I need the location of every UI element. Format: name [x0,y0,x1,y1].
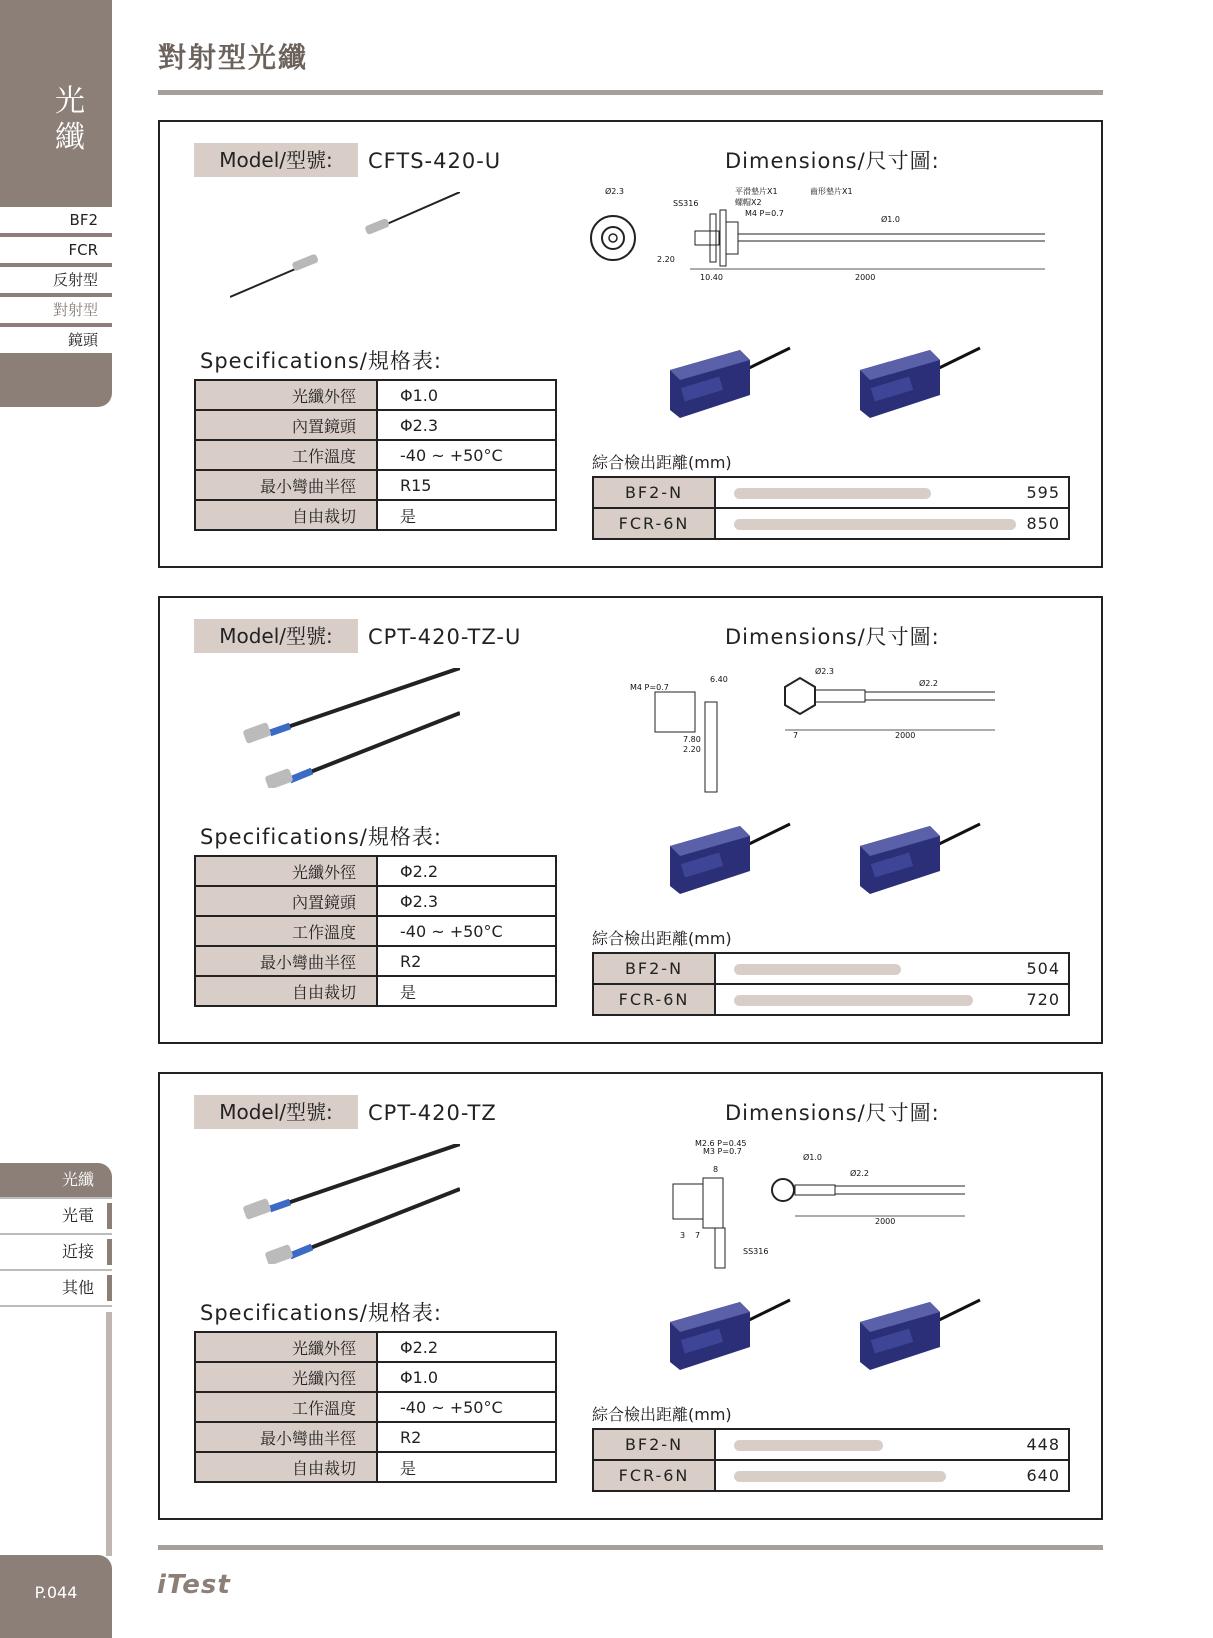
specifications-title: Specifications/規格表: [200,349,442,373]
spec-value: -40 ~ +50°C [377,916,556,946]
detection-bar [734,964,901,975]
spec-key: 工作溫度 [195,916,377,946]
spec-value: Φ2.2 [377,1332,556,1362]
detection-row [593,1460,1069,1491]
dimension-label: Ø2.2 [919,679,939,688]
page-title: 對射型光纖 [158,41,309,74]
spec-value: -40 ~ +50°C [377,1392,556,1422]
product-photo [230,192,460,312]
dimension-label: Ø2.2 [850,1169,870,1178]
detection-title: 綜合檢出距離(mm) [592,453,732,472]
amplifier-image [660,816,800,906]
spec-value: Φ2.2 [377,856,556,886]
spec-row [195,856,556,886]
spec-value: R15 [377,470,556,500]
spec-key: 自由裁切 [195,1452,377,1482]
amplifier-image [660,1292,800,1382]
dimension-label: Ø2.3 [605,187,625,196]
dimension-label: SS316 [743,1247,769,1256]
spec-row [195,976,556,1006]
dimension-label: SS316 [673,199,699,208]
dimension-label: 2000 [875,1217,896,1226]
spec-row [195,500,556,530]
detection-value: 448 [1026,1435,1060,1454]
sidebar-item-lens[interactable]: 鏡頭 [0,327,112,357]
detection-row [593,477,1069,508]
brand-logo: iTest [157,1570,231,1600]
model-label: Model/型號: [194,619,358,653]
dimension-label: Ø1.0 [803,1153,823,1162]
product-card [158,596,1103,1044]
sidebar-item-bf2[interactable]: BF2 [0,207,112,237]
sidebar-item-through-beam[interactable]: 對射型 [0,297,112,327]
header-rule [158,90,1103,95]
footer-rule [158,1545,1103,1550]
detection-row [593,953,1069,984]
dimension-label: 10.40 [700,273,723,282]
dimension-label: 8 [713,1165,719,1174]
spec-table [194,855,557,1007]
detection-bar [734,488,931,499]
amplifier-model: FCR-6N [593,508,715,539]
model-number: CPT-420-TZ-U [368,625,522,649]
detection-value: 850 [1026,514,1060,533]
dimensions-title: Dimensions/尺寸圖: [725,625,940,649]
spec-value: R2 [377,1422,556,1452]
dimension-label: 7.80 [683,735,701,744]
detection-title: 綜合檢出距離(mm) [592,929,732,948]
spec-row [195,1392,556,1422]
dimension-label: 2000 [895,731,916,740]
spec-key: 最小彎曲半徑 [195,946,377,976]
amplifier-image [850,816,990,906]
amplifier-model: BF2-N [593,1429,715,1460]
dimension-label: 螺帽X2 [735,198,762,207]
dimension-label: 2.20 [683,745,701,754]
spec-key: 工作溫度 [195,440,377,470]
spec-row [195,1362,556,1392]
detection-table [592,952,1070,1016]
spec-value: 是 [377,976,556,1006]
detection-value: 595 [1026,483,1060,502]
detection-title: 綜合檢出距離(mm) [592,1405,732,1424]
detection-bar-cell [715,984,1069,1015]
dimension-label: 7 [695,1231,701,1240]
spec-key: 最小彎曲半徑 [195,1422,377,1452]
dimension-label: 3 [680,1231,686,1240]
detection-bar-cell [715,477,1069,508]
dimension-label: 齒形墊片X1 [810,187,853,196]
product-photo [230,668,460,788]
spec-row [195,470,556,500]
model-number: CFTS-420-U [368,149,502,173]
spec-value: 是 [377,1452,556,1482]
spec-key: 工作溫度 [195,1392,377,1422]
dimension-label: M2.6 P=0.45 [695,1139,747,1148]
spec-row [195,380,556,410]
dimension-drawing [585,186,1065,326]
spec-row [195,440,556,470]
category-item-proximity[interactable]: 近接 [0,1235,112,1271]
spec-key: 光纖外徑 [195,380,377,410]
detection-value: 640 [1026,1466,1060,1485]
product-card [158,1072,1103,1520]
dimensions-title: Dimensions/尺寸圖: [725,149,940,173]
amplifier-model: FCR-6N [593,984,715,1015]
specifications-title: Specifications/規格表: [200,825,442,849]
sidebar-nav [0,207,112,357]
product-card [158,120,1103,568]
dimension-label: 平滑墊片X1 [735,187,778,196]
detection-bar [734,1471,946,1482]
sidebar-category-title: 光 纖 [55,84,85,155]
spec-row [195,1332,556,1362]
spec-value: R2 [377,946,556,976]
dimension-label: M4 P=0.7 [630,683,669,692]
spec-row [195,886,556,916]
detection-table [592,1428,1070,1492]
spec-key: 最小彎曲半徑 [195,470,377,500]
dimensions-title: Dimensions/尺寸圖: [725,1101,940,1125]
detection-row [593,1429,1069,1460]
category-item-fiber[interactable]: 光纖 [0,1163,112,1199]
spec-value: Φ1.0 [377,1362,556,1392]
spec-value: Φ2.3 [377,410,556,440]
spec-key: 內置鏡頭 [195,886,377,916]
sidebar-item-reflective[interactable]: 反射型 [0,267,112,297]
amplifier-model: BF2-N [593,953,715,984]
dimension-drawing [585,662,1065,802]
detection-bar [734,519,1016,530]
dimension-label: M3 P=0.7 [703,1147,742,1156]
model-label: Model/型號: [194,143,358,177]
dimension-label: Ø1.0 [881,215,901,224]
dimension-label: 7 [793,731,799,740]
dimension-drawing [585,1138,1065,1278]
sidebar-divider [106,1312,112,1556]
specifications-title: Specifications/規格表: [200,1301,442,1325]
amplifier-image [850,340,990,430]
detection-bar-cell [715,1460,1069,1491]
category-nav [0,1163,112,1307]
spec-key: 自由裁切 [195,976,377,1006]
amplifier-image [660,340,800,430]
detection-value: 720 [1026,990,1060,1009]
dimension-label: M4 P=0.7 [745,209,784,218]
spec-key: 內置鏡頭 [195,410,377,440]
model-label: Model/型號: [194,1095,358,1129]
detection-bar [734,995,973,1006]
detection-bar-cell [715,1429,1069,1460]
detection-bar-cell [715,508,1069,539]
category-item-other[interactable]: 其他 [0,1271,112,1307]
page-number: P.044 [0,1555,112,1638]
dimension-label: Ø2.3 [815,667,835,676]
sidebar-item-fcr[interactable]: FCR [0,237,112,267]
detection-row [593,508,1069,539]
spec-key: 光纖內徑 [195,1362,377,1392]
amplifier-model: FCR-6N [593,1460,715,1491]
spec-row [195,410,556,440]
spec-row [195,916,556,946]
detection-bar [734,1440,883,1451]
amplifier-image [850,1292,990,1382]
detection-table [592,476,1070,540]
spec-value: -40 ~ +50°C [377,440,556,470]
category-item-photoelectric[interactable]: 光電 [0,1199,112,1235]
dimension-label: 6.40 [710,675,728,684]
spec-value: Φ2.3 [377,886,556,916]
spec-row [195,1452,556,1482]
dimension-label: 2000 [855,273,876,282]
spec-value: 是 [377,500,556,530]
dimension-label: 2.20 [657,255,675,264]
spec-row [195,1422,556,1452]
product-photo [230,1144,460,1264]
amplifier-model: BF2-N [593,477,715,508]
spec-table [194,1331,557,1483]
spec-value: Φ1.0 [377,380,556,410]
spec-row [195,946,556,976]
model-number: CPT-420-TZ [368,1101,497,1125]
spec-key: 光纖外徑 [195,1332,377,1362]
spec-key: 光纖外徑 [195,856,377,886]
detection-value: 504 [1026,959,1060,978]
spec-table [194,379,557,531]
spec-key: 自由裁切 [195,500,377,530]
detection-bar-cell [715,953,1069,984]
detection-row [593,984,1069,1015]
